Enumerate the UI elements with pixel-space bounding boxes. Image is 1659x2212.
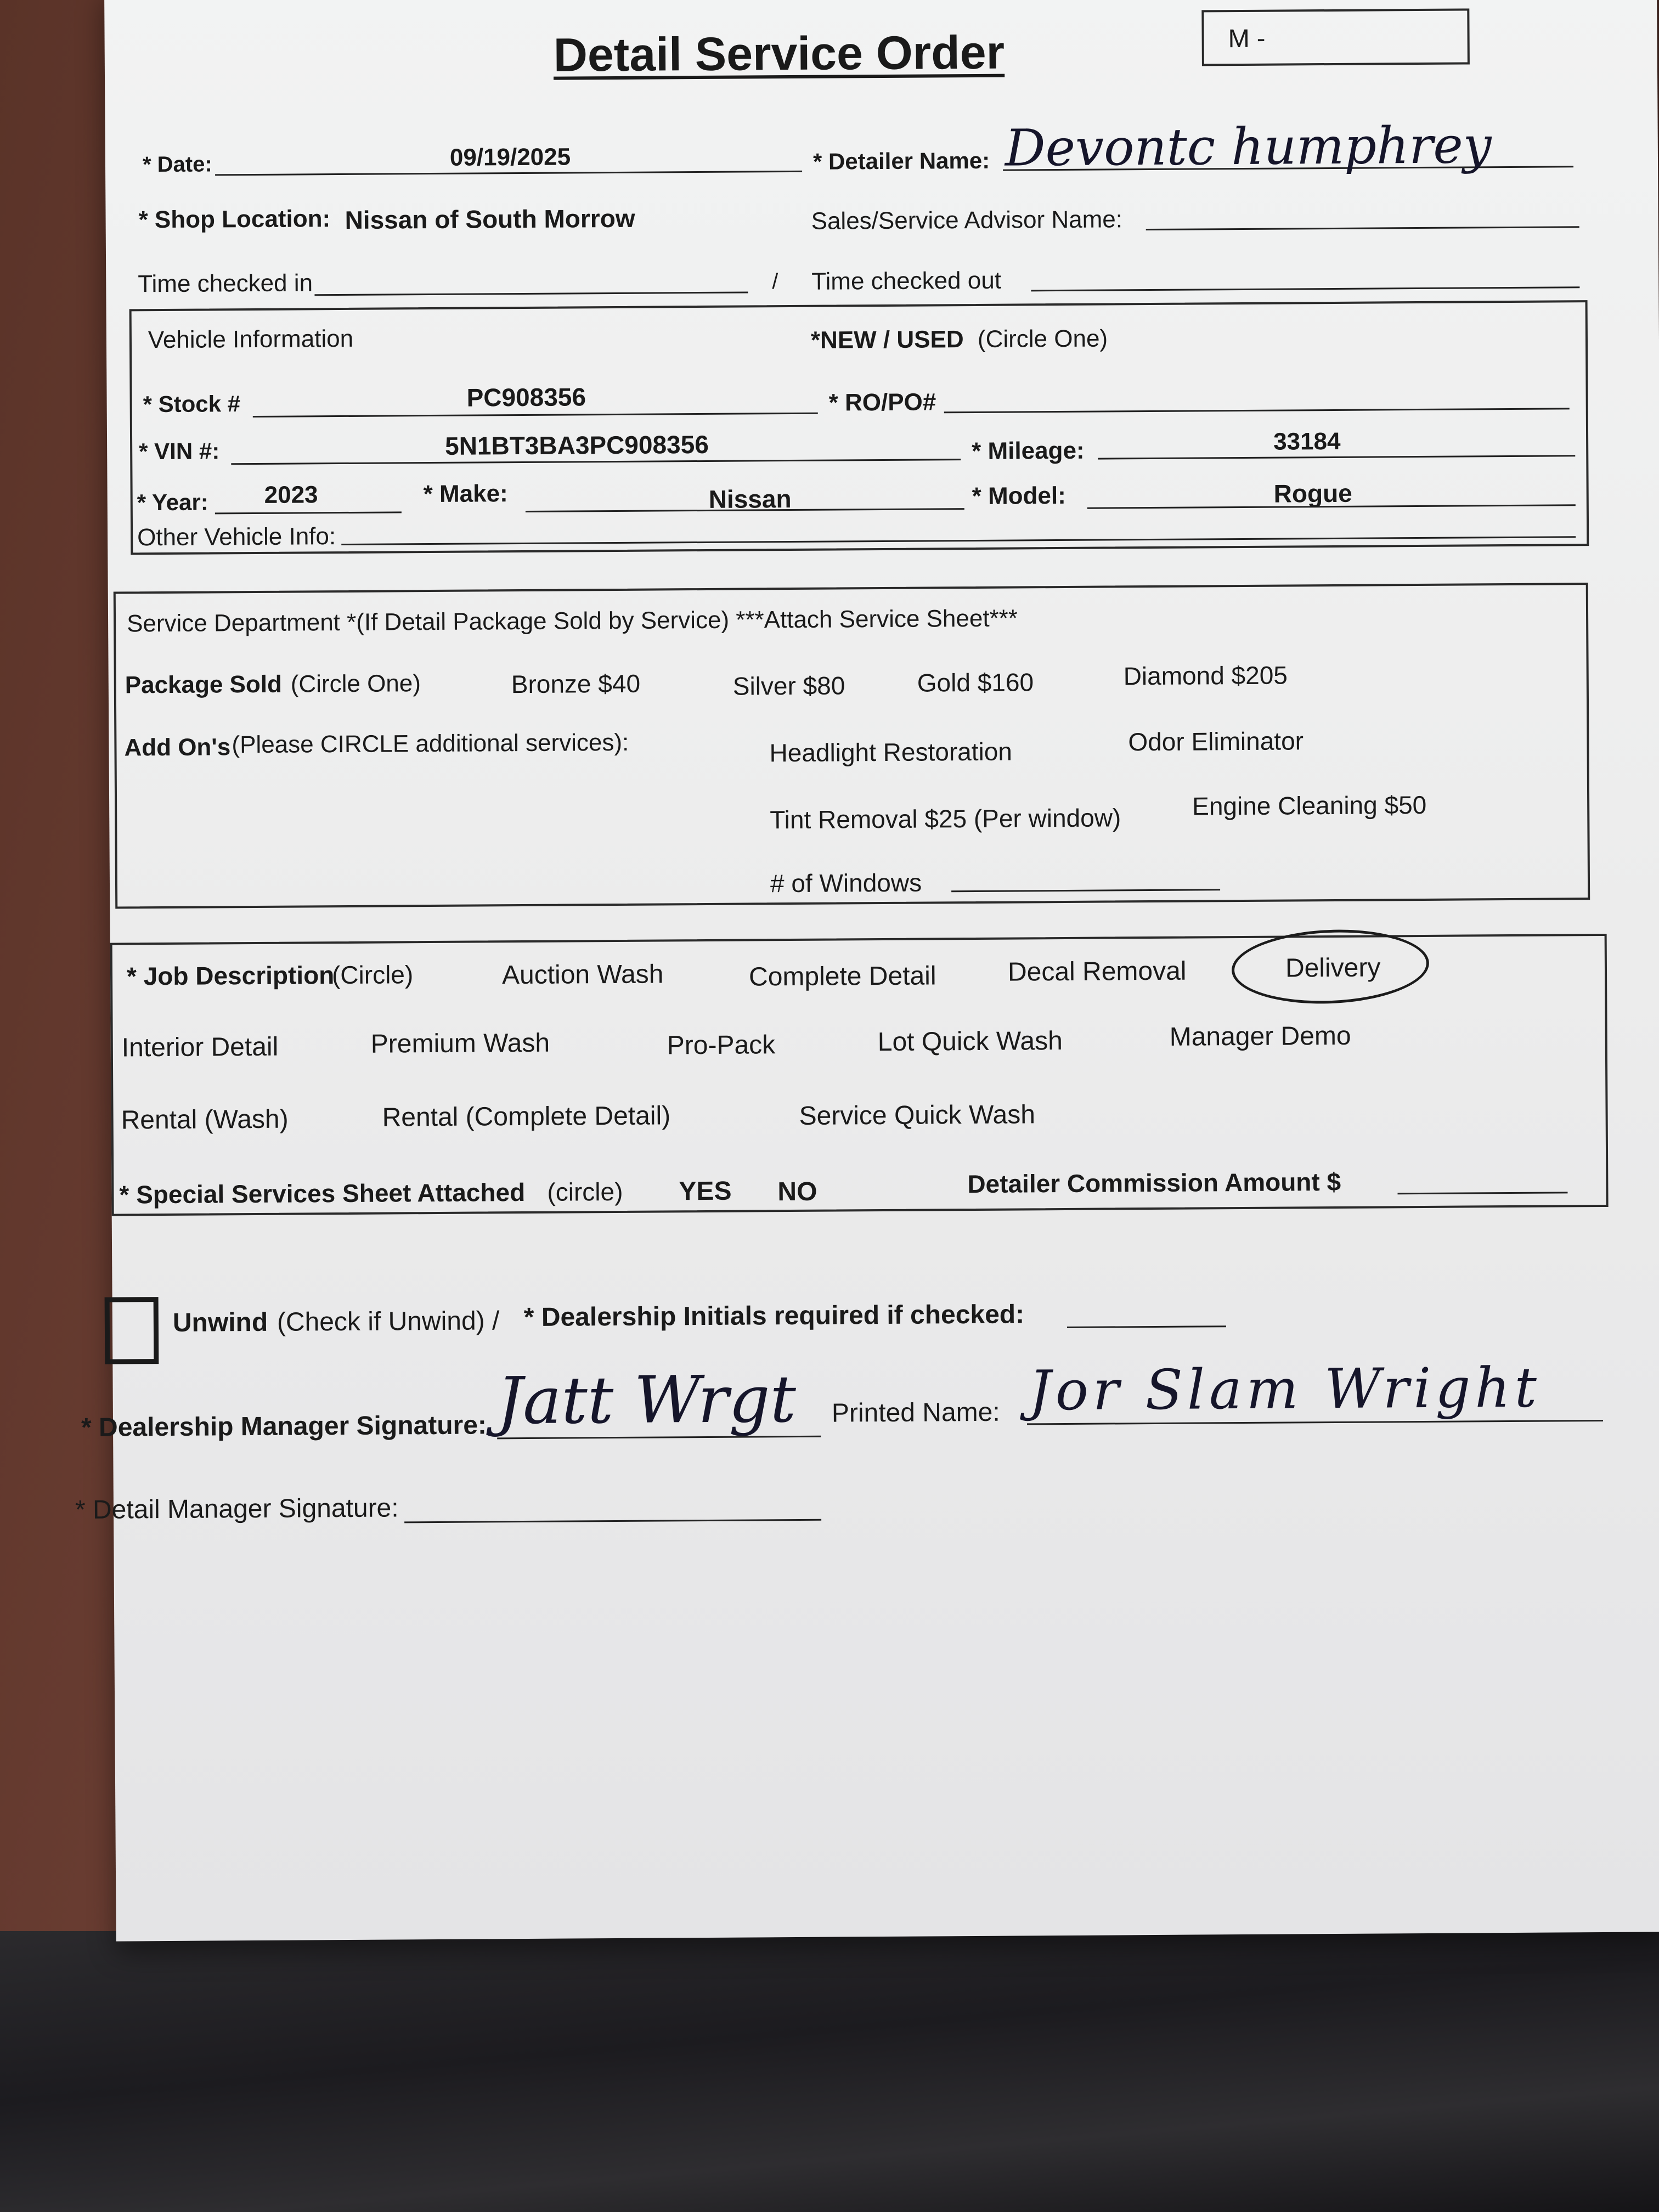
job-rental-complete-detail[interactable]: Rental (Complete Detail) [382, 1101, 671, 1132]
new-used-label[interactable]: *NEW / USED [810, 326, 964, 354]
new-used-hint: (Circle One) [977, 325, 1108, 353]
advisor-name-line[interactable] [1146, 226, 1579, 230]
job-complete-detail[interactable]: Complete Detail [748, 961, 936, 992]
addons-label: Add On's [124, 733, 231, 761]
package-diamond[interactable]: Diamond $205 [1123, 661, 1288, 691]
addon-headlight-restoration[interactable]: Headlight Restoration [769, 737, 1013, 768]
year-line [215, 511, 402, 514]
ro-po-label: * RO/PO# [828, 388, 936, 416]
order-number-prefix: M - [1228, 23, 1266, 53]
detailer-name-label: * Detailer Name: [812, 147, 990, 174]
job-decal-removal[interactable]: Decal Removal [1007, 956, 1187, 987]
unwind-checkbox[interactable] [105, 1297, 159, 1364]
make-value[interactable]: Nissan [708, 484, 792, 514]
advisor-name-label: Sales/Service Advisor Name: [811, 206, 1123, 235]
addon-odor-eliminator[interactable]: Odor Eliminator [1128, 726, 1304, 757]
job-manager-demo[interactable]: Manager Demo [1169, 1021, 1351, 1052]
vehicle-info-section [129, 300, 1589, 555]
model-value[interactable]: Rogue [1273, 478, 1352, 508]
package-gold[interactable]: Gold $160 [917, 668, 1034, 697]
printed-name-handwriting[interactable]: Jor Slam Wright [1029, 1355, 1542, 1423]
form-title: Detail Service Order [553, 26, 1005, 82]
mileage-label: * Mileage: [972, 437, 1085, 465]
printed-name-label: Printed Name: [831, 1397, 1000, 1428]
special-services-hint: (circle) [547, 1177, 623, 1206]
date-label: * Date: [142, 152, 212, 177]
vin-value[interactable]: 5N1BT3BA3PC908356 [444, 430, 709, 460]
special-services-yes[interactable]: YES [679, 1176, 732, 1206]
stock-line [253, 413, 818, 417]
time-out-label: Time checked out [811, 267, 1002, 295]
time-in-line[interactable] [314, 291, 748, 296]
dealership-initials-line[interactable] [1067, 1325, 1226, 1328]
unwind-label: Unwind [172, 1307, 268, 1338]
package-silver[interactable]: Silver $80 [732, 671, 845, 701]
detail-manager-signature-label: * Detail Manager Signature: [75, 1493, 399, 1525]
make-label: * Make: [423, 480, 508, 508]
dealership-manager-signature[interactable]: Jatt Wrgt [496, 1361, 797, 1439]
addon-engine-cleaning[interactable]: Engine Cleaning $50 [1192, 790, 1427, 821]
year-value[interactable]: 2023 [264, 481, 318, 509]
special-services-label: * Special Services Sheet Attached [119, 1177, 526, 1209]
detail-manager-signature-line[interactable] [404, 1519, 821, 1523]
stock-label: * Stock # [143, 391, 241, 417]
addon-tint-removal[interactable]: Tint Removal $25 (Per window) [770, 803, 1121, 834]
dealership-initials-label: * Dealership Initials required if checked: [523, 1300, 1025, 1333]
other-vehicle-info-line[interactable] [341, 536, 1576, 545]
dark-fabric [0, 1931, 1659, 2212]
handwritten-circle-delivery [1230, 926, 1430, 1008]
special-services-no[interactable]: NO [777, 1177, 817, 1207]
time-separator: / [772, 269, 778, 294]
package-sold-label: Package Sold [125, 670, 283, 699]
job-description-label: * Job Description [126, 961, 335, 991]
job-lot-quick-wash[interactable]: Lot Quick Wash [877, 1026, 1063, 1057]
job-premium-wash[interactable]: Premium Wash [370, 1028, 550, 1059]
mileage-value[interactable]: 33184 [1273, 427, 1341, 455]
order-number-box[interactable] [1201, 8, 1470, 66]
year-label: * Year: [137, 489, 208, 516]
job-pro-pack[interactable]: Pro-Pack [667, 1030, 776, 1060]
job-service-quick-wash[interactable]: Service Quick Wash [799, 1100, 1036, 1131]
mileage-line [1098, 455, 1575, 459]
shop-location-label: * Shop Location: [138, 205, 331, 234]
service-department-section [114, 583, 1590, 909]
job-description-section [110, 934, 1609, 1216]
detailer-commission-line[interactable] [1397, 1192, 1567, 1194]
stock-value[interactable]: PC908356 [466, 382, 586, 412]
service-department-heading: Service Department *(If Detail Package Sold by Service) ***Attach Service Sheet*** [126, 605, 1018, 637]
date-line [215, 171, 802, 176]
other-vehicle-info-label: Other Vehicle Info: [137, 523, 336, 551]
date-value[interactable]: 09/19/2025 [449, 143, 571, 171]
windows-count-label: # of Windows [770, 868, 922, 898]
job-auction-wash[interactable]: Auction Wash [501, 960, 664, 990]
detailer-commission-label: Detailer Commission Amount $ [967, 1167, 1341, 1199]
service-order-sheet [75, 0, 1659, 1942]
vehicle-info-heading: Vehicle Information [148, 325, 354, 354]
package-sold-hint: (Circle One) [290, 670, 421, 698]
job-delivery[interactable]: Delivery [1285, 953, 1381, 983]
time-in-label: Time checked in [138, 269, 313, 298]
package-bronze[interactable]: Bronze $40 [511, 669, 641, 699]
unwind-hint: (Check if Unwind) / [276, 1306, 500, 1337]
dealership-manager-signature-label: * Dealership Manager Signature: [81, 1410, 487, 1442]
vin-label: * VIN #: [139, 438, 220, 465]
job-rental-wash[interactable]: Rental (Wash) [121, 1104, 289, 1135]
job-description-hint: (Circle) [331, 960, 414, 990]
shop-location-value: Nissan of South Morrow [345, 204, 635, 234]
job-interior-detail[interactable]: Interior Detail [121, 1032, 279, 1063]
ro-po-line[interactable] [944, 408, 1570, 413]
windows-count-line[interactable] [951, 889, 1220, 892]
model-label: * Model: [972, 482, 1066, 510]
addons-hint: (Please CIRCLE additional services): [232, 729, 629, 759]
time-out-line[interactable] [1031, 286, 1579, 291]
detailer-name-handwriting[interactable]: Devontc humphrey [1005, 116, 1492, 178]
